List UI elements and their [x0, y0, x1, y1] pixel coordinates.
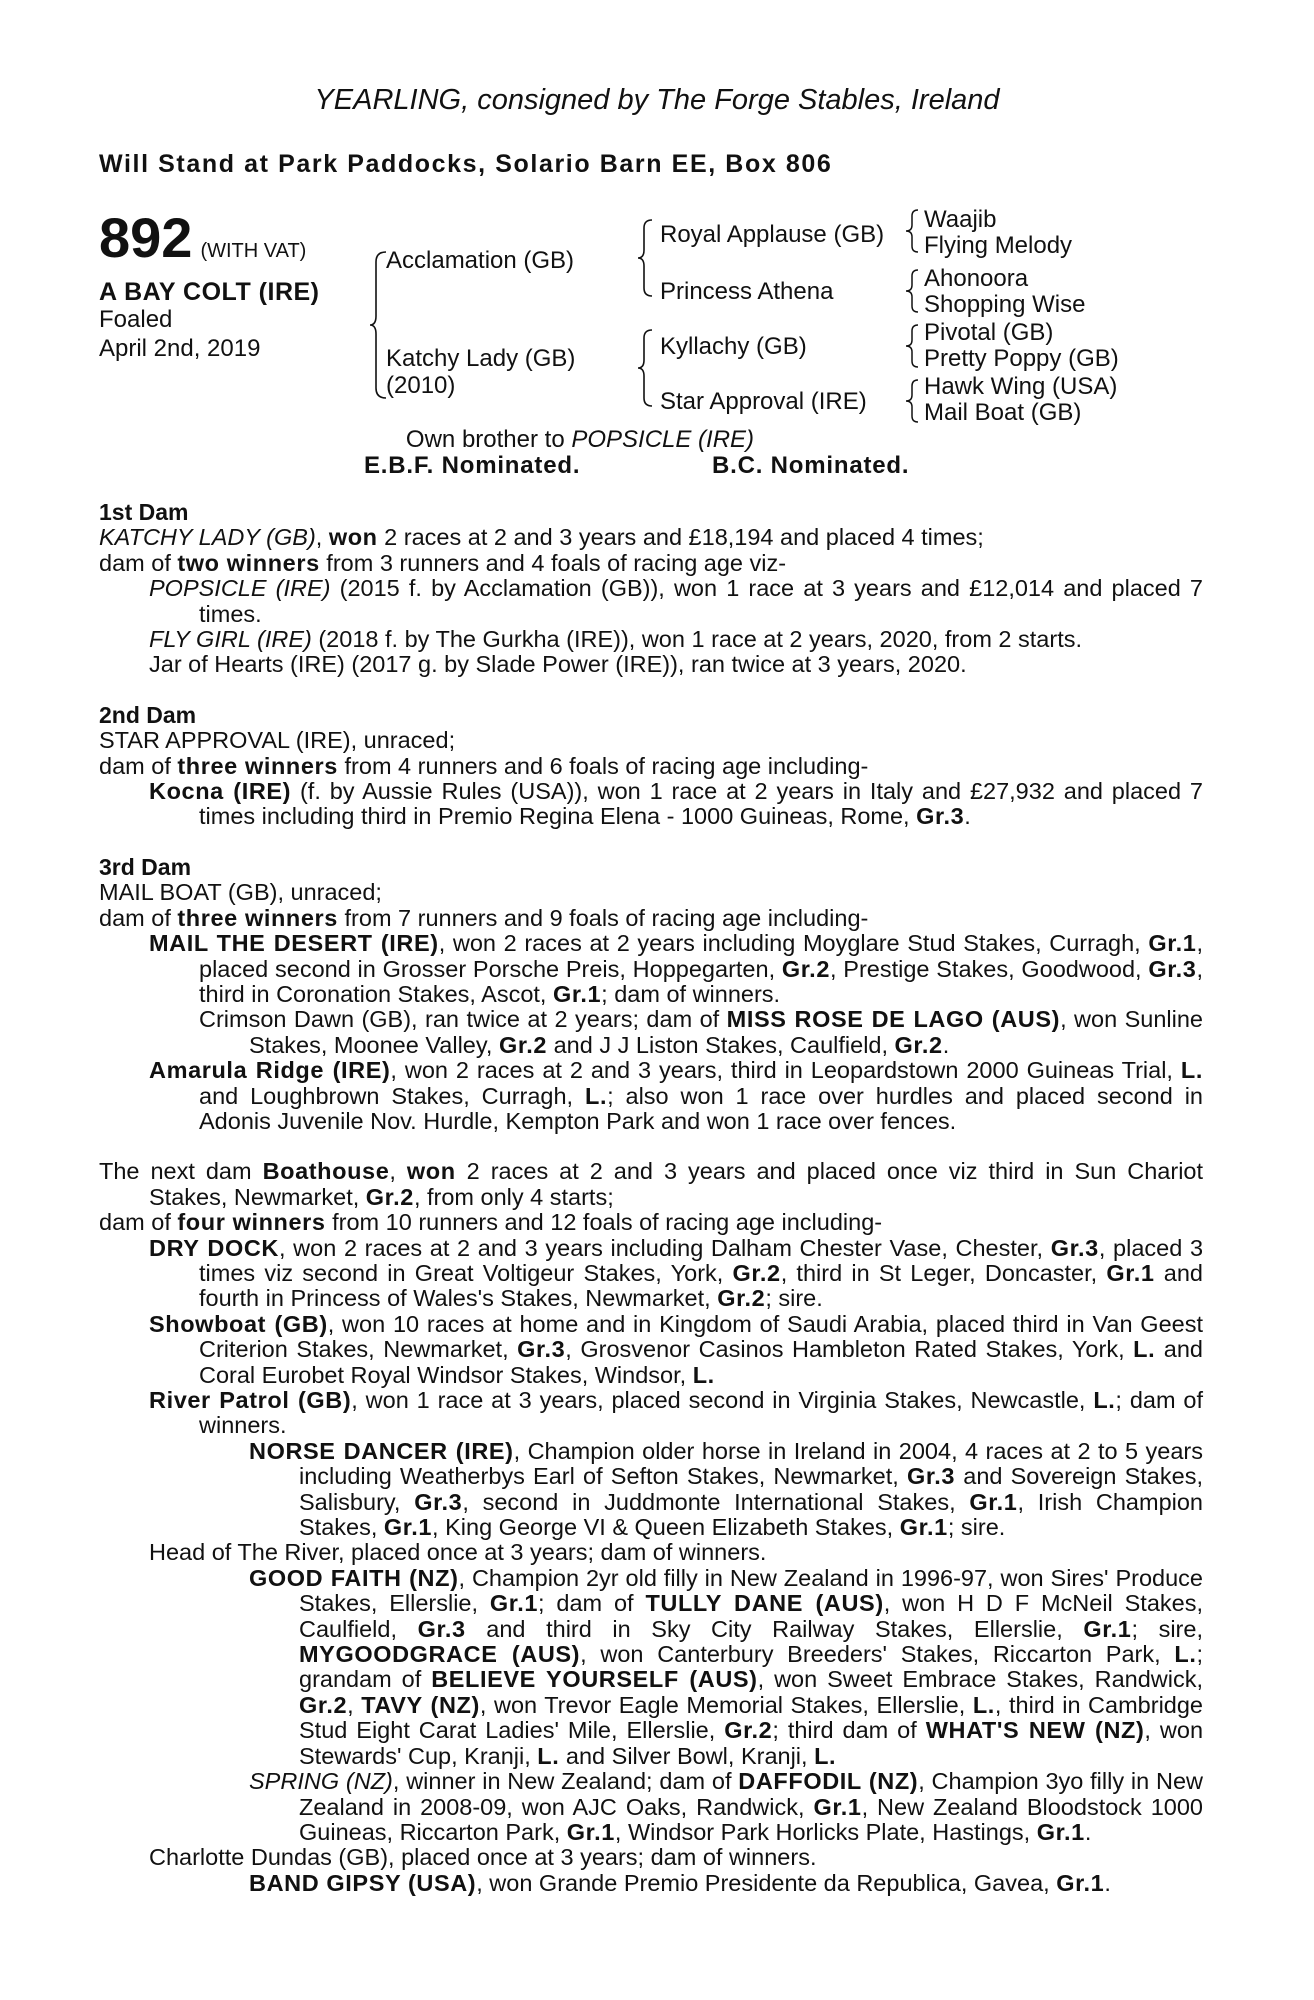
text: , Irish Champion Stakes, — [299, 1488, 1203, 1541]
text: , won Trevor Eagle Memorial Stakes, Ellerslie, — [479, 1691, 973, 1718]
produce-name: River Patrol (GB) — [149, 1387, 352, 1413]
foaled-date: April 2nd, 2019 — [99, 335, 261, 362]
grade: L. — [692, 1361, 715, 1388]
text: , won Canterbury Breeders' Stakes, Riccarton Park, — [580, 1641, 1175, 1668]
pedigree-sss: Waajib — [924, 206, 997, 233]
produce-name: Showboat (GB) — [149, 1310, 328, 1337]
pedigree-dam-dam: Star Approval (IRE) — [660, 388, 867, 415]
produce-entry — [99, 1007, 1203, 1058]
text: , — [315, 524, 329, 551]
produce-entry — [99, 576, 1203, 627]
text: dam of — [99, 549, 178, 576]
own-brother-note — [0, 426, 1160, 454]
text: , from only 4 starts; — [413, 1183, 614, 1210]
text: , Champion 3yo filly in New Zealand in 2008-09, won AJC Oaks, Randwick, — [299, 1768, 1203, 1820]
won-label: won — [406, 1158, 456, 1185]
grade: Gr.2 — [717, 1285, 766, 1312]
produce-name: SPRING (NZ) — [249, 1768, 393, 1795]
text: (f. by Aussie Rules (USA)), won 1 race at 2 years in Italy and £27,932 and placed 7 times including third in Premio Regina Elena - 1000 Guineas, Rome, — [199, 778, 1203, 830]
text: , Grosvenor Casinos Hambleton Rated Stakes, York, — [565, 1336, 1134, 1363]
produce-entry — [99, 1871, 1203, 1896]
produce-entry — [99, 1058, 1203, 1134]
catalogue-body — [99, 500, 1203, 1896]
text: , Prestige Stakes, Goodwood, — [830, 955, 1149, 982]
produce-entry — [99, 1439, 1203, 1541]
text: and fourth in Princess of Wales's Stakes, Newmarket, — [199, 1259, 1203, 1312]
lot-title: A BAY COLT (IRE) — [99, 278, 320, 306]
text: Crimson Dawn (GB), ran twice at 2 years; dam of — [199, 1006, 727, 1033]
next-dam-line — [99, 1159, 1203, 1210]
winners-count: three winners — [177, 904, 338, 931]
text: 2 races at 2 and 3 years and £18,194 and placed 4 times; — [377, 524, 984, 551]
next-dam-produce-summary — [99, 1210, 1203, 1235]
lot-number-block — [99, 205, 306, 270]
produce-entry — [99, 1769, 1203, 1845]
text: , won Sunline Stakes, Moonee Valley, — [249, 1006, 1204, 1058]
grade: Gr.2 — [724, 1717, 773, 1744]
text: dam of — [99, 904, 178, 931]
pedigree-dds: Hawk Wing (USA) — [924, 373, 1118, 400]
text: , King George VI & Queen Elizabeth Stakes, — [432, 1514, 900, 1541]
text: and Sovereign Stakes, Salisbury, — [299, 1463, 1203, 1515]
text: ; dam of winners. — [199, 1387, 1204, 1439]
text: from 3 runners and 4 foals of racing age viz- — [319, 549, 787, 576]
produce-name: BAND GIPSY (USA) — [249, 1869, 477, 1896]
pedigree-dam: Katchy Lady (GB) — [386, 345, 576, 372]
text: dam of — [99, 1209, 178, 1236]
stand-location: Will Stand at Park Paddocks, Solario Barn EE, Box 806 — [99, 150, 833, 178]
second-dam-heading: 2nd Dam — [99, 701, 197, 728]
grade: L. — [1180, 1057, 1203, 1084]
produce-name: Amarula Ridge (IRE) — [149, 1057, 391, 1084]
text: , winner in New Zealand; dam of — [392, 1768, 739, 1795]
lot-number: 892 — [99, 206, 193, 269]
text: ; also won 1 race over hurdles and placed second in Adonis Juvenile Nov. Hurdle, Kempton Park and won 1 race over fences. — [199, 1082, 1203, 1134]
grade: Gr.2 — [894, 1031, 943, 1058]
second-dam-line: STAR APPROVAL (IRE), unraced; — [99, 727, 456, 754]
text: ; sire, — [1131, 1615, 1203, 1642]
winners-count: two winners — [177, 549, 320, 576]
text: , won 2 races at 2 years including Moyglare Stud Stakes, Curragh, — [438, 930, 1149, 957]
text: , won 1 race at 3 years, placed second in Virginia Stakes, Newcastle, — [351, 1387, 1094, 1413]
pedigree-dsd: Pretty Poppy (GB) — [924, 345, 1119, 372]
text: , third in St Leger, Doncaster, — [780, 1259, 1107, 1286]
text: from 10 runners and 12 foals of racing age including- — [325, 1209, 883, 1236]
grade: Gr.1 — [1056, 1869, 1105, 1896]
produce-entry: Charlotte Dundas (GB), placed once at 3 years; dam of winners. — [149, 1844, 817, 1871]
grade: L. — [814, 1742, 837, 1769]
grade: Gr.2 — [732, 1259, 781, 1286]
produce-name: FLY GIRL (IRE) — [149, 626, 312, 653]
text: , Windsor Park Horlicks Plate, Hastings, — [614, 1818, 1037, 1845]
grade: Gr.3 — [916, 803, 965, 830]
produce-entry — [99, 1312, 1203, 1388]
pedigree-brace-dd — [906, 378, 922, 429]
first-dam-produce-summary — [99, 551, 1203, 576]
text: , — [347, 1691, 362, 1718]
produce-entry — [99, 627, 1203, 652]
grade: Gr.1 — [1036, 1818, 1085, 1845]
text: ; third dam of — [772, 1717, 926, 1744]
produce-entry: Jar of Hearts (IRE) (2017 g. by Slade Power (IRE)), ran twice at 3 years, 2020. — [149, 651, 967, 678]
grade: L. — [537, 1742, 560, 1769]
pedigree-brace-ds — [906, 323, 922, 374]
bc-nomination: B.C. Nominated. — [712, 452, 910, 479]
page-header: YEARLING, consigned by The Forge Stables, Ireland — [314, 84, 1000, 116]
foaled-label: Foaled — [99, 306, 173, 333]
grade: Gr.1 — [489, 1590, 539, 1617]
grade: Gr.1 — [553, 980, 602, 1007]
text: from 4 runners and 6 foals of racing age including- — [337, 752, 869, 779]
produce-name: TULLY DANE (AUS) — [645, 1590, 884, 1617]
produce-entry — [99, 1388, 1203, 1439]
pedigree-ssd: Flying Melody — [924, 232, 1073, 259]
pedigree-brace-sire — [638, 218, 658, 303]
produce-name: MISS ROSE DE LAGO (AUS) — [726, 1006, 1061, 1033]
grade: Gr.3 — [1148, 955, 1197, 982]
text: , third in Coronation Stakes, Ascot, — [199, 955, 1203, 1007]
grade: L. — [584, 1082, 608, 1109]
grade: Gr.1 — [969, 1488, 1018, 1515]
own-brother-prefix: Own brother to — [405, 426, 572, 453]
text: dam of — [99, 752, 178, 779]
pedigree-brace-ss — [906, 208, 922, 259]
grade: L. — [1174, 1641, 1197, 1668]
produce-entry — [99, 931, 1203, 1007]
pedigree-dam-sire: Kyllachy (GB) — [660, 333, 807, 360]
text: 2 races at 2 and 3 years and placed once viz third in Sun Chariot Stakes, Newmarket, — [149, 1158, 1204, 1210]
third-dam-section — [99, 855, 1203, 1134]
text: , placed 3 times viz second in Great Voltigeur Stakes, York, — [199, 1234, 1204, 1286]
third-dam-line: MAIL BOAT (GB), unraced; — [99, 879, 382, 906]
produce-name: GOOD FAITH (NZ) — [249, 1564, 459, 1591]
grade: Gr.3 — [517, 1336, 566, 1363]
text: , New Zealand Bloodstock 1000 Guineas, Riccarton Park, — [299, 1793, 1203, 1845]
pedigree-sire-sire: Royal Applause (GB) — [660, 221, 885, 248]
winners-count: three winners — [177, 752, 338, 779]
text: The next dam — [99, 1158, 263, 1185]
text: and Silver Bowl, Kranji, — [559, 1742, 815, 1769]
ebf-nomination: E.B.F. Nominated. — [364, 452, 581, 479]
grade: Gr.1 — [1083, 1615, 1132, 1642]
text: , won 2 races at 2 and 3 years including Dalham Chester Vase, Chester, — [278, 1234, 1051, 1261]
grade: Gr.2 — [365, 1183, 414, 1210]
grade: Gr.1 — [1148, 930, 1197, 957]
grade: L. — [1093, 1387, 1116, 1413]
grade: L. — [1133, 1336, 1156, 1363]
first-dam-line — [99, 525, 1203, 550]
text: ; dam of winners. — [601, 980, 781, 1007]
produce-name: NORSE DANCER (IRE) — [249, 1437, 514, 1464]
text: , Champion 2yr old filly in New Zealand in 1996-97, won Sires' Produce Stakes, Ellerslie, — [299, 1564, 1203, 1617]
pedigree-dss: Pivotal (GB) — [924, 319, 1054, 346]
winners-count: four winners — [177, 1209, 326, 1236]
text: ; sire. — [947, 1514, 1006, 1541]
text: , placed second in Grosser Porsche Preis, Hoppegarten, — [199, 930, 1203, 982]
grade: Gr.1 — [813, 1793, 862, 1820]
produce-entry: Head of The River, placed once at 3 years; dam of winners. — [149, 1539, 767, 1566]
produce-name: WHAT'S NEW (NZ) — [925, 1717, 1145, 1744]
grade: Gr.3 — [1050, 1234, 1099, 1261]
grade: Gr.3 — [417, 1615, 466, 1642]
text: (2018 f. by The Gurkha (IRE)), won 1 race at 2 years, 2020, from 2 starts. — [311, 626, 1083, 653]
produce-name: DAFFODIL (NZ) — [738, 1768, 919, 1795]
text: , — [389, 1158, 407, 1185]
second-dam-produce-summary — [99, 754, 1203, 779]
first-dam-name: KATCHY LADY (GB) — [99, 524, 316, 551]
text: . — [964, 803, 971, 830]
grade: Gr.2 — [498, 1031, 548, 1058]
grade: Gr.1 — [383, 1514, 433, 1541]
pedigree-dam-year: (2010) — [386, 372, 456, 399]
grade: Gr.2 — [781, 955, 830, 982]
pedigree-sds: Ahonoora — [924, 265, 1029, 292]
vat-note: (WITH VAT) — [200, 240, 307, 262]
foaled-block — [99, 305, 260, 363]
text: ; sire. — [765, 1285, 823, 1312]
produce-entry — [99, 1236, 1203, 1312]
pedigree-sdd: Shopping Wise — [924, 291, 1086, 318]
grade: Gr.2 — [299, 1691, 348, 1718]
text: , second in Juddmonte International Stakes, — [462, 1488, 970, 1515]
text: , third in Cambridge Stud Eight Carat Ladies' Mile, Ellerslie, — [299, 1691, 1203, 1744]
grade: Gr.1 — [566, 1818, 615, 1845]
text: and J J Liston Stakes, Caulfield, — [547, 1031, 895, 1058]
text: , won Stewards' Cup, Kranji, — [299, 1717, 1204, 1769]
first-dam-heading: 1st Dam — [99, 499, 189, 525]
text: , Champion older horse in Ireland in 2004, 4 races at 2 to 5 years including Weatherbys Earl of Sefton Stakes, Newmarket, — [299, 1437, 1203, 1490]
pedigree-sire-dam: Princess Athena — [660, 278, 834, 305]
text: . — [1104, 1869, 1111, 1896]
pedigree-brace-sd — [906, 268, 922, 319]
text: and Loughbrown Stakes, Curragh, — [199, 1082, 585, 1109]
produce-name: POPSICLE (IRE) — [149, 575, 331, 602]
produce-name: MAIL THE DESERT (IRE) — [149, 930, 439, 957]
text: ; grandam of — [299, 1641, 1203, 1693]
text: . — [942, 1031, 950, 1058]
text: ; dam of — [538, 1590, 646, 1617]
text: and third in Sky City Railway Stakes, Ellerslie, — [465, 1615, 1084, 1642]
text: and Coral Eurobet Royal Windsor Stakes, Windsor, — [199, 1336, 1203, 1388]
produce-name: Kocna (IRE) — [149, 778, 292, 805]
grade: Gr.3 — [414, 1488, 463, 1515]
second-dam-section — [99, 703, 1203, 830]
pedigree-brace-dam — [638, 328, 658, 413]
produce-entry — [99, 1566, 1203, 1769]
grade: L. — [972, 1691, 995, 1718]
text: , won 10 races at home and in Kingdom of Saudi Arabia, placed third in Van Geest Criterion Stakes, Newmarket, — [199, 1310, 1203, 1363]
produce-name: MYGOODGRACE (AUS) — [299, 1641, 581, 1668]
produce-name: DRY DOCK — [149, 1234, 279, 1261]
pedigree-ddd: Mail Boat (GB) — [924, 399, 1082, 426]
next-dam-section — [99, 1159, 1203, 1896]
grade: Gr.1 — [899, 1514, 948, 1541]
produce-entry — [99, 779, 1203, 830]
own-brother-name: POPSICLE (IRE) — [571, 426, 755, 453]
grade: Gr.3 — [906, 1463, 956, 1490]
next-dam-name: Boathouse — [262, 1158, 390, 1185]
produce-name: TAVY (NZ) — [361, 1691, 480, 1718]
third-dam-produce-summary — [99, 906, 1203, 931]
text: . — [1084, 1818, 1092, 1845]
text: , won 2 races at 2 and 3 years, third in Leopardstown 2000 Guineas Trial, — [390, 1057, 1181, 1084]
text: from 7 runners and 9 foals of racing age including- — [337, 904, 869, 931]
text: (2015 f. by Acclamation (GB)), won 1 race at 3 years and £12,014 and placed 7 times. — [199, 575, 1203, 627]
first-dam-section — [99, 500, 1203, 678]
text: , won Sweet Embrace Stakes, Randwick, — [757, 1666, 1204, 1693]
third-dam-heading: 3rd Dam — [99, 853, 192, 880]
won-label: won — [328, 524, 378, 551]
text: , won H D F McNeil Stakes, Caulfield, — [299, 1590, 1204, 1642]
grade: Gr.1 — [1106, 1259, 1155, 1286]
produce-name: BELIEVE YOURSELF (AUS) — [431, 1666, 758, 1693]
text: , won Grande Premio Presidente da Republica, Gavea, — [476, 1869, 1057, 1896]
pedigree-sire: Acclamation (GB) — [386, 247, 575, 274]
